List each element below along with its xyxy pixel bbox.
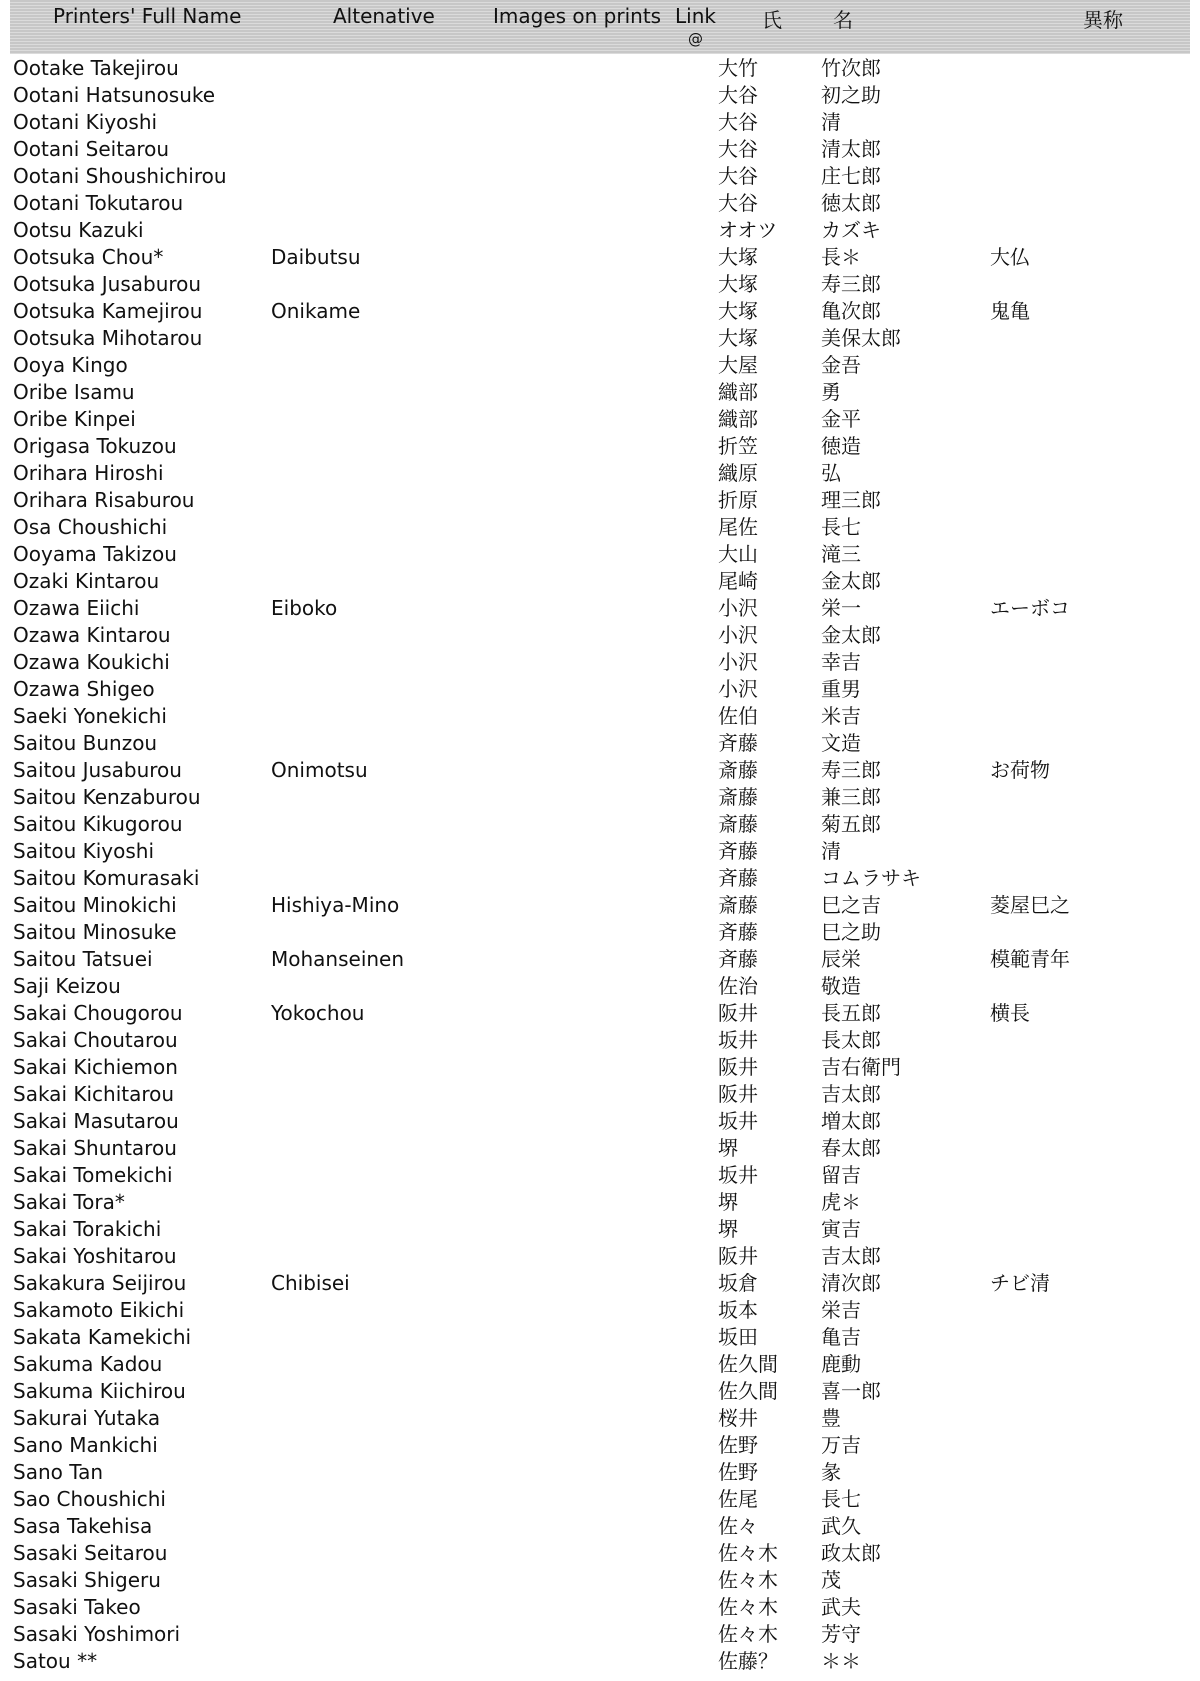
surname-jp-cell: 坂井 <box>718 1109 758 1133</box>
full-name-cell: Ootsuka Jusaburou <box>13 272 202 296</box>
given-name-jp-cell: コムラサキ <box>821 866 921 890</box>
table-row <box>0 1404 1200 1431</box>
given-name-jp-cell: 菊五郎 <box>821 812 881 836</box>
table-row <box>0 1215 1200 1242</box>
full-name-cell: Ootani Hatsunosuke <box>13 83 216 107</box>
full-name-cell: Ootsuka Kamejirou <box>13 299 203 323</box>
full-name-cell: Oribe Kinpei <box>13 407 136 431</box>
surname-jp-cell: 大谷 <box>718 83 758 107</box>
surname-jp-cell: 斉藤 <box>718 866 758 890</box>
table-row <box>0 459 1200 486</box>
table-row <box>0 1161 1200 1188</box>
alternative-cell: Onimotsu <box>271 758 368 782</box>
full-name-cell: Ootani Tokutarou <box>13 191 184 215</box>
alternative-cell: Eiboko <box>271 596 338 620</box>
alternative-cell: Onikame <box>271 299 361 323</box>
surname-jp-cell: 大塚 <box>718 326 758 350</box>
given-name-jp-cell: 吉太郎 <box>821 1244 881 1268</box>
full-name-cell: Sasaki Takeo <box>13 1595 141 1619</box>
full-name-cell: Sakai Tomekichi <box>13 1163 173 1187</box>
surname-jp-cell: 阪井 <box>718 1055 758 1079</box>
surname-jp-cell: 大塚 <box>718 245 758 269</box>
given-name-jp-cell: 増太郎 <box>821 1109 881 1133</box>
surname-jp-cell: 坂井 <box>718 1028 758 1052</box>
given-name-jp-cell: 弘 <box>821 461 841 485</box>
table-row <box>0 1350 1200 1377</box>
alias-jp-cell: お荷物 <box>990 758 1050 782</box>
surname-jp-cell: 斎藤 <box>718 812 758 836</box>
given-name-jp-cell: 武夫 <box>821 1595 861 1619</box>
surname-jp-cell: 阪井 <box>718 1001 758 1025</box>
full-name-cell: Ootsuka Mihotarou <box>13 326 203 350</box>
surname-jp-cell: 大谷 <box>718 137 758 161</box>
alias-jp-cell: 模範青年 <box>990 947 1070 971</box>
full-name-cell: Ootani Shoushichirou <box>13 164 227 188</box>
table-row <box>0 270 1200 297</box>
full-name-cell: Sakai Tora* <box>13 1190 125 1214</box>
given-name-jp-cell: 武久 <box>821 1514 861 1538</box>
given-name-jp-cell: 長七 <box>821 1487 861 1511</box>
full-name-cell: Origasa Tokuzou <box>13 434 177 458</box>
table-row <box>0 945 1200 972</box>
table-row <box>0 1053 1200 1080</box>
full-name-cell: Sakai Torakichi <box>13 1217 162 1241</box>
full-name-cell: Ozaki Kintarou <box>13 569 160 593</box>
given-name-jp-cell: 巳之吉 <box>821 893 881 917</box>
full-name-cell: Sano Mankichi <box>13 1433 158 1457</box>
given-name-jp-cell: 幸吉 <box>821 650 861 674</box>
full-name-cell: Sakurai Yutaka <box>13 1406 161 1430</box>
full-name-cell: Sasaki Yoshimori <box>13 1622 181 1646</box>
given-name-jp-cell: 虎＊ <box>821 1190 861 1214</box>
table-row <box>0 108 1200 135</box>
given-name-jp-cell: 長五郎 <box>821 1001 881 1025</box>
surname-jp-cell: 佐久間 <box>718 1352 778 1376</box>
full-name-cell: Osa Choushichi <box>13 515 168 539</box>
surname-jp-cell: 斎藤 <box>718 758 758 782</box>
table-row <box>0 837 1200 864</box>
given-name-jp-cell: 徳太郎 <box>821 191 881 215</box>
table-row <box>0 783 1200 810</box>
surname-jp-cell: 佐尾 <box>718 1487 758 1511</box>
table-row <box>0 1242 1200 1269</box>
full-name-cell: Ooya Kingo <box>13 353 128 377</box>
table-row <box>0 162 1200 189</box>
given-name-jp-cell: 豊 <box>821 1406 841 1430</box>
surname-jp-cell: 坂井 <box>718 1163 758 1187</box>
header-link-at: @ <box>688 30 703 48</box>
full-name-cell: Ootake Takejirou <box>13 56 179 80</box>
surname-jp-cell: 桜井 <box>718 1406 758 1430</box>
table-row <box>0 621 1200 648</box>
given-name-jp-cell: 春太郎 <box>821 1136 881 1160</box>
given-name-jp-cell: 政太郎 <box>821 1541 881 1565</box>
table-row <box>0 189 1200 216</box>
table-row <box>0 729 1200 756</box>
table-row <box>0 1458 1200 1485</box>
given-name-jp-cell: 兼三郎 <box>821 785 881 809</box>
full-name-cell: Sakata Kamekichi <box>13 1325 192 1349</box>
given-name-jp-cell: 竹次郎 <box>821 56 881 80</box>
table-header <box>10 0 1190 54</box>
alternative-cell: Chibisei <box>271 1271 350 1295</box>
header-given-name-jp: 名 <box>833 8 853 32</box>
full-name-cell: Sakamoto Eikichi <box>13 1298 185 1322</box>
full-name-cell: Ootsuka Chou* <box>13 245 164 269</box>
header-images-on-prints: Images on prints <box>493 4 662 28</box>
full-name-cell: Ozawa Shigeo <box>13 677 155 701</box>
given-name-jp-cell: 長七 <box>821 515 861 539</box>
given-name-jp-cell: 亀次郎 <box>821 299 881 323</box>
surname-jp-cell: 堺 <box>718 1217 738 1241</box>
alternative-cell: Daibutsu <box>271 245 361 269</box>
full-name-cell: Satou ** <box>13 1649 98 1673</box>
alias-jp-cell: 鬼亀 <box>990 299 1030 323</box>
surname-jp-cell: 佐久間 <box>718 1379 778 1403</box>
surname-jp-cell: 尾崎 <box>718 569 758 593</box>
given-name-jp-cell: 清 <box>821 839 841 863</box>
full-name-cell: Saitou Kiyoshi <box>13 839 155 863</box>
surname-jp-cell: 織原 <box>718 461 758 485</box>
given-name-jp-cell: 金吾 <box>821 353 861 377</box>
given-name-jp-cell: 長太郎 <box>821 1028 881 1052</box>
given-name-jp-cell: 芳守 <box>821 1622 861 1646</box>
full-name-cell: Ozawa Eiichi <box>13 596 140 620</box>
table-row <box>0 999 1200 1026</box>
table-row <box>0 540 1200 567</box>
table-row <box>0 864 1200 891</box>
surname-jp-cell: 尾佐 <box>718 515 758 539</box>
alias-jp-cell: 菱屋巳之 <box>990 893 1070 917</box>
full-name-cell: Sao Choushichi <box>13 1487 166 1511</box>
surname-jp-cell: 折笠 <box>718 434 758 458</box>
full-name-cell: Sakai Yoshitarou <box>13 1244 177 1268</box>
table-row <box>0 1296 1200 1323</box>
full-name-cell: Sasaki Shigeru <box>13 1568 161 1592</box>
surname-jp-cell: 折原 <box>718 488 758 512</box>
given-name-jp-cell: 米吉 <box>821 704 861 728</box>
full-name-cell: Orihara Risaburou <box>13 488 195 512</box>
table-row <box>0 702 1200 729</box>
given-name-jp-cell: 彖 <box>821 1460 841 1484</box>
full-name-cell: Sano Tan <box>13 1460 104 1484</box>
full-name-cell: Sasa Takehisa <box>13 1514 153 1538</box>
surname-jp-cell: 佐々 <box>718 1514 758 1538</box>
table-row <box>0 756 1200 783</box>
table-row <box>0 1539 1200 1566</box>
surname-jp-cell: 堺 <box>718 1190 738 1214</box>
table-row <box>0 1188 1200 1215</box>
table-row <box>0 1269 1200 1296</box>
full-name-cell: Sasaki Seitarou <box>13 1541 168 1565</box>
surname-jp-cell: 織部 <box>718 380 758 404</box>
surname-jp-cell: 斎藤 <box>718 785 758 809</box>
full-name-cell: Saitou Kikugorou <box>13 812 183 836</box>
surname-jp-cell: 佐野 <box>718 1460 758 1484</box>
full-name-cell: Sakai Chougorou <box>13 1001 183 1025</box>
surname-jp-cell: 阪井 <box>718 1082 758 1106</box>
table-row <box>0 297 1200 324</box>
full-name-cell: Sakai Choutarou <box>13 1028 178 1052</box>
given-name-jp-cell: 寿三郎 <box>821 758 881 782</box>
table-row <box>0 648 1200 675</box>
table-row <box>0 513 1200 540</box>
surname-jp-cell: オオツ <box>718 218 778 242</box>
given-name-jp-cell: 清太郎 <box>821 137 881 161</box>
given-name-jp-cell: 金太郎 <box>821 569 881 593</box>
surname-jp-cell: 坂倉 <box>718 1271 758 1295</box>
table-row <box>0 1485 1200 1512</box>
given-name-jp-cell: 留吉 <box>821 1163 861 1187</box>
given-name-jp-cell: カズキ <box>821 218 881 242</box>
alias-jp-cell: エーボコ <box>990 596 1070 620</box>
given-name-jp-cell: 寅吉 <box>821 1217 861 1241</box>
full-name-cell: Saji Keizou <box>13 974 121 998</box>
header-surname-jp: 氏 <box>762 8 782 32</box>
table-row <box>0 1080 1200 1107</box>
table-row <box>0 1512 1200 1539</box>
full-name-cell: Sakuma Kadou <box>13 1352 163 1376</box>
full-name-cell: Ootani Kiyoshi <box>13 110 158 134</box>
given-name-jp-cell: 寿三郎 <box>821 272 881 296</box>
surname-jp-cell: 斉藤 <box>718 731 758 755</box>
surname-jp-cell: 佐々木 <box>718 1622 778 1646</box>
surname-jp-cell: 斉藤 <box>718 839 758 863</box>
table-row <box>0 54 1200 81</box>
surname-jp-cell: 小沢 <box>718 677 758 701</box>
full-name-cell: Sakai Kichitarou <box>13 1082 175 1106</box>
surname-jp-cell: 大山 <box>718 542 758 566</box>
surname-jp-cell: 小沢 <box>718 623 758 647</box>
table-row <box>0 891 1200 918</box>
table-row <box>0 594 1200 621</box>
full-name-cell: Saitou Komurasaki <box>13 866 200 890</box>
table-row <box>0 135 1200 162</box>
table-row <box>0 1107 1200 1134</box>
table-row <box>0 351 1200 378</box>
full-name-cell: Ozawa Koukichi <box>13 650 170 674</box>
given-name-jp-cell: 茂 <box>821 1568 841 1592</box>
alias-jp-cell: 横長 <box>990 1001 1030 1025</box>
given-name-jp-cell: 敬造 <box>821 974 861 998</box>
given-name-jp-cell: 金平 <box>821 407 861 431</box>
surname-jp-cell: 佐々木 <box>718 1541 778 1565</box>
table-row <box>0 405 1200 432</box>
table-row <box>0 378 1200 405</box>
header-alternative: Altenative <box>333 4 435 28</box>
given-name-jp-cell: 喜一郎 <box>821 1379 881 1403</box>
surname-jp-cell: 坂本 <box>718 1298 758 1322</box>
given-name-jp-cell: 庄七郎 <box>821 164 881 188</box>
given-name-jp-cell: 巳之助 <box>821 920 881 944</box>
table-row <box>0 243 1200 270</box>
surname-jp-cell: 大谷 <box>718 191 758 215</box>
surname-jp-cell: 大竹 <box>718 56 758 80</box>
full-name-cell: Sakai Kichiemon <box>13 1055 178 1079</box>
header-link: Link <box>675 4 716 28</box>
surname-jp-cell: 佐々木 <box>718 1568 778 1592</box>
table-row <box>0 216 1200 243</box>
table-row <box>0 324 1200 351</box>
surname-jp-cell: 阪井 <box>718 1244 758 1268</box>
full-name-cell: Sakai Masutarou <box>13 1109 179 1133</box>
given-name-jp-cell: 亀吉 <box>821 1325 861 1349</box>
full-name-cell: Oribe Isamu <box>13 380 135 404</box>
table-row <box>0 918 1200 945</box>
given-name-jp-cell: 吉太郎 <box>821 1082 881 1106</box>
surname-jp-cell: 大谷 <box>718 164 758 188</box>
full-name-cell: Ozawa Kintarou <box>13 623 171 647</box>
alias-jp-cell: チビ清 <box>990 1271 1050 1295</box>
surname-jp-cell: 佐藤？ <box>718 1649 778 1673</box>
given-name-jp-cell: ＊＊ <box>821 1649 861 1673</box>
alternative-cell: Hishiya-Mino <box>271 893 400 917</box>
full-name-cell: Saitou Kenzaburou <box>13 785 201 809</box>
header-alias-jp: 異称 <box>1083 8 1123 32</box>
table-row <box>0 1593 1200 1620</box>
alias-jp-cell: 大仏 <box>990 245 1030 269</box>
full-name-cell: Saitou Bunzou <box>13 731 158 755</box>
table-row <box>0 675 1200 702</box>
given-name-jp-cell: 清次郎 <box>821 1271 881 1295</box>
full-name-cell: Sakai Shuntarou <box>13 1136 177 1160</box>
full-name-cell: Saeki Yonekichi <box>13 704 167 728</box>
alternative-cell: Yokochou <box>271 1001 365 1025</box>
given-name-jp-cell: 美保太郎 <box>821 326 901 350</box>
given-name-jp-cell: 栄吉 <box>821 1298 861 1322</box>
given-name-jp-cell: 金太郎 <box>821 623 881 647</box>
surname-jp-cell: 小沢 <box>718 650 758 674</box>
alternative-cell: Mohanseinen <box>271 947 405 971</box>
surname-jp-cell: 坂田 <box>718 1325 758 1349</box>
surname-jp-cell: 大塚 <box>718 272 758 296</box>
given-name-jp-cell: 勇 <box>821 380 841 404</box>
given-name-jp-cell: 辰栄 <box>821 947 861 971</box>
surname-jp-cell: 斉藤 <box>718 947 758 971</box>
surname-jp-cell: 佐伯 <box>718 704 758 728</box>
surname-jp-cell: 斎藤 <box>718 893 758 917</box>
table-row <box>0 432 1200 459</box>
full-name-cell: Sakakura Seijirou <box>13 1271 187 1295</box>
surname-jp-cell: 織部 <box>718 407 758 431</box>
given-name-jp-cell: 栄一 <box>821 596 861 620</box>
given-name-jp-cell: 重男 <box>821 677 861 701</box>
given-name-jp-cell: 吉右衛門 <box>821 1055 901 1079</box>
surname-jp-cell: 大塚 <box>718 299 758 323</box>
given-name-jp-cell: 長＊ <box>821 245 861 269</box>
given-name-jp-cell: 清 <box>821 110 841 134</box>
table-row <box>0 1134 1200 1161</box>
surname-jp-cell: 斉藤 <box>718 920 758 944</box>
table-row <box>0 81 1200 108</box>
table-row <box>0 486 1200 513</box>
full-name-cell: Sakuma Kiichirou <box>13 1379 186 1403</box>
given-name-jp-cell: 滝三 <box>821 542 861 566</box>
table-row <box>0 1647 1200 1674</box>
surname-jp-cell: 大屋 <box>718 353 758 377</box>
full-name-cell: Orihara Hiroshi <box>13 461 164 485</box>
full-name-cell: Saitou Jusaburou <box>13 758 182 782</box>
given-name-jp-cell: 文造 <box>821 731 861 755</box>
table-row <box>0 1377 1200 1404</box>
full-name-cell: Saitou Minokichi <box>13 893 177 917</box>
table-row <box>0 972 1200 999</box>
table-row <box>0 1026 1200 1053</box>
table-row <box>0 810 1200 837</box>
surname-jp-cell: 佐々木 <box>718 1595 778 1619</box>
table-row <box>0 1566 1200 1593</box>
full-name-cell: Ooyama Takizou <box>13 542 177 566</box>
surname-jp-cell: 小沢 <box>718 596 758 620</box>
given-name-jp-cell: 初之助 <box>821 83 881 107</box>
table-row <box>0 1431 1200 1458</box>
given-name-jp-cell: 徳造 <box>821 434 861 458</box>
surname-jp-cell: 佐治 <box>718 974 758 998</box>
table-row <box>0 1323 1200 1350</box>
given-name-jp-cell: 理三郎 <box>821 488 881 512</box>
surname-jp-cell: 佐野 <box>718 1433 758 1457</box>
header-full-name: Printers' Full Name <box>53 4 242 28</box>
given-name-jp-cell: 万吉 <box>821 1433 861 1457</box>
full-name-cell: Saitou Minosuke <box>13 920 177 944</box>
given-name-jp-cell: 鹿動 <box>821 1352 861 1376</box>
full-name-cell: Ootani Seitarou <box>13 137 170 161</box>
full-name-cell: Saitou Tatsuei <box>13 947 153 971</box>
surname-jp-cell: 堺 <box>718 1136 738 1160</box>
table-row <box>0 567 1200 594</box>
table-row <box>0 1620 1200 1647</box>
surname-jp-cell: 大谷 <box>718 110 758 134</box>
table-body <box>0 54 1200 1674</box>
full-name-cell: Ootsu Kazuki <box>13 218 144 242</box>
